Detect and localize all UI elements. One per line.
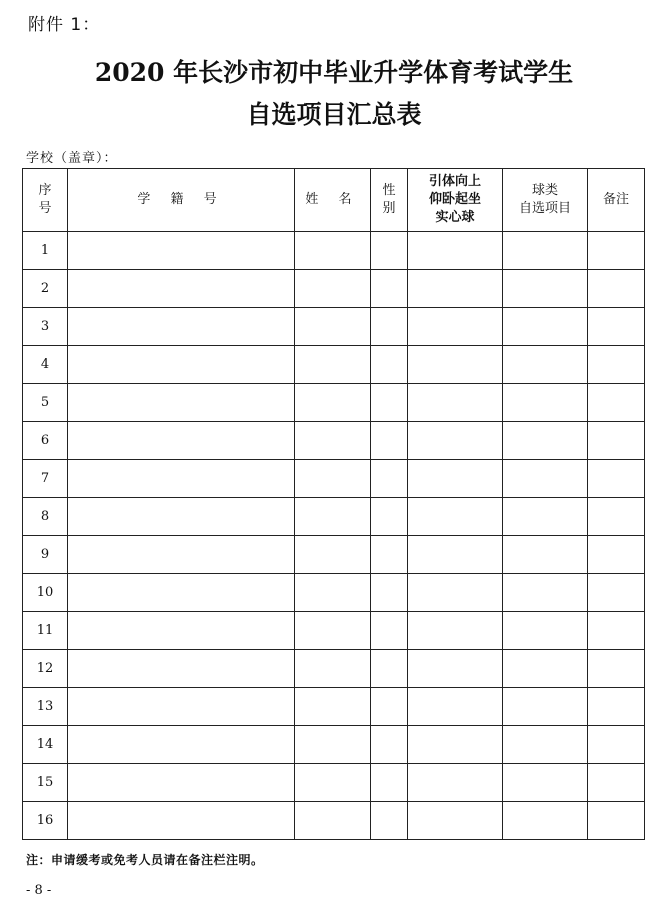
student-id-cell[interactable] bbox=[68, 802, 295, 840]
table-row bbox=[23, 460, 645, 498]
ball-cell[interactable] bbox=[503, 346, 588, 384]
remarks-cell[interactable] bbox=[588, 498, 645, 536]
remarks-cell[interactable] bbox=[588, 726, 645, 764]
student-id-cell[interactable] bbox=[68, 384, 295, 422]
table-row bbox=[23, 346, 645, 384]
header-gender-line: 性 bbox=[382, 183, 396, 198]
strength-cell[interactable] bbox=[408, 802, 503, 840]
table-row bbox=[23, 574, 645, 612]
remarks-cell[interactable] bbox=[588, 764, 645, 802]
ball-cell[interactable] bbox=[503, 460, 588, 498]
name-cell[interactable] bbox=[295, 384, 371, 422]
row-number: 2 bbox=[23, 270, 68, 308]
remarks-cell[interactable] bbox=[588, 688, 645, 726]
document-title-line-1: 2020 年长沙市初中毕业升学体育考试学生 bbox=[94, 58, 574, 87]
header-ball-line: 球类 bbox=[531, 183, 558, 198]
strength-cell[interactable] bbox=[408, 422, 503, 460]
student-id-cell[interactable] bbox=[68, 498, 295, 536]
table-row bbox=[23, 308, 645, 346]
row-number: 3 bbox=[23, 308, 68, 346]
row-number: 12 bbox=[23, 650, 68, 688]
table-row bbox=[23, 422, 645, 460]
table-row bbox=[23, 688, 645, 726]
header-ball-item bbox=[503, 169, 588, 232]
gender-cell[interactable] bbox=[371, 688, 408, 726]
student-id-cell[interactable] bbox=[68, 346, 295, 384]
header-strength-line: 引体向上 bbox=[428, 174, 481, 189]
ball-cell[interactable] bbox=[503, 802, 588, 840]
ball-cell[interactable] bbox=[503, 270, 588, 308]
table-row bbox=[23, 650, 645, 688]
gender-cell[interactable] bbox=[371, 232, 408, 270]
remarks-cell[interactable] bbox=[588, 612, 645, 650]
table-row bbox=[23, 764, 645, 802]
strength-cell[interactable] bbox=[408, 346, 503, 384]
row-number: 5 bbox=[23, 384, 68, 422]
remarks-cell[interactable] bbox=[588, 574, 645, 612]
strength-cell[interactable] bbox=[408, 308, 503, 346]
strength-cell[interactable] bbox=[408, 650, 503, 688]
student-id-cell[interactable] bbox=[68, 232, 295, 270]
ball-cell[interactable] bbox=[503, 422, 588, 460]
header-student-id bbox=[68, 169, 295, 232]
table-row bbox=[23, 536, 645, 574]
document-title-line-2: 自选项目汇总表 bbox=[246, 100, 422, 129]
row-number: 13 bbox=[23, 688, 68, 726]
gender-cell[interactable] bbox=[371, 612, 408, 650]
row-number: 9 bbox=[23, 536, 68, 574]
strength-cell[interactable] bbox=[408, 764, 503, 802]
strength-cell[interactable] bbox=[408, 384, 503, 422]
gender-cell[interactable] bbox=[371, 764, 408, 802]
gender-cell[interactable] bbox=[371, 422, 408, 460]
remarks-cell[interactable] bbox=[588, 422, 645, 460]
gender-cell[interactable] bbox=[371, 308, 408, 346]
student-id-cell[interactable] bbox=[68, 650, 295, 688]
student-id-cell[interactable] bbox=[68, 308, 295, 346]
gender-cell[interactable] bbox=[371, 726, 408, 764]
gender-cell[interactable] bbox=[371, 346, 408, 384]
header-name bbox=[295, 169, 371, 232]
header-student-id-label: 学 籍 号 bbox=[137, 192, 225, 207]
name-cell[interactable] bbox=[295, 460, 371, 498]
row-number: 10 bbox=[23, 574, 68, 612]
row-number: 14 bbox=[23, 726, 68, 764]
student-id-cell[interactable] bbox=[68, 536, 295, 574]
remarks-cell[interactable] bbox=[588, 650, 645, 688]
name-cell[interactable] bbox=[295, 574, 371, 612]
row-number: 11 bbox=[23, 612, 68, 650]
student-id-cell[interactable] bbox=[68, 764, 295, 802]
remarks-cell[interactable] bbox=[588, 802, 645, 840]
row-number: 16 bbox=[23, 802, 68, 840]
student-id-cell[interactable] bbox=[68, 460, 295, 498]
ball-cell[interactable] bbox=[503, 232, 588, 270]
name-cell[interactable] bbox=[295, 346, 371, 384]
gender-cell[interactable] bbox=[371, 650, 408, 688]
header-seq bbox=[23, 169, 68, 232]
name-cell[interactable] bbox=[295, 422, 371, 460]
name-cell[interactable] bbox=[295, 726, 371, 764]
student-id-cell[interactable] bbox=[68, 574, 295, 612]
strength-cell[interactable] bbox=[408, 574, 503, 612]
ball-cell[interactable] bbox=[503, 384, 588, 422]
table-row bbox=[23, 384, 645, 422]
name-cell[interactable] bbox=[295, 612, 371, 650]
row-number: 7 bbox=[23, 460, 68, 498]
student-id-cell[interactable] bbox=[68, 422, 295, 460]
remarks-cell[interactable] bbox=[588, 308, 645, 346]
name-cell[interactable] bbox=[295, 498, 371, 536]
ball-cell[interactable] bbox=[503, 308, 588, 346]
strength-cell[interactable] bbox=[408, 498, 503, 536]
student-id-cell[interactable] bbox=[68, 270, 295, 308]
header-name-label: 姓 名 bbox=[305, 192, 360, 207]
row-number: 6 bbox=[23, 422, 68, 460]
header-strength-item bbox=[408, 169, 503, 232]
footnote: 注：申请缓考或免考人员请在备注栏注明。 bbox=[26, 853, 264, 867]
name-cell[interactable] bbox=[295, 270, 371, 308]
ball-cell[interactable] bbox=[503, 650, 588, 688]
table-row bbox=[23, 726, 645, 764]
gender-cell[interactable] bbox=[371, 498, 408, 536]
page-number: - 8 - bbox=[26, 883, 52, 898]
attachment-label: 附件 1： bbox=[28, 15, 101, 35]
header-gender-line: 别 bbox=[382, 201, 396, 216]
ball-cell[interactable] bbox=[503, 764, 588, 802]
remarks-cell[interactable] bbox=[588, 384, 645, 422]
strength-cell[interactable] bbox=[408, 536, 503, 574]
strength-cell[interactable] bbox=[408, 688, 503, 726]
name-cell[interactable] bbox=[295, 536, 371, 574]
student-id-cell[interactable] bbox=[68, 688, 295, 726]
gender-cell[interactable] bbox=[371, 802, 408, 840]
strength-cell[interactable] bbox=[408, 232, 503, 270]
row-number: 4 bbox=[23, 346, 68, 384]
name-cell[interactable] bbox=[295, 688, 371, 726]
header-seq-line: 号 bbox=[38, 201, 52, 216]
table-row bbox=[23, 802, 645, 840]
row-number: 1 bbox=[23, 232, 68, 270]
ball-cell[interactable] bbox=[503, 688, 588, 726]
header-gender bbox=[371, 169, 408, 232]
remarks-cell[interactable] bbox=[588, 270, 645, 308]
strength-cell[interactable] bbox=[408, 270, 503, 308]
strength-cell[interactable] bbox=[408, 726, 503, 764]
header-row bbox=[23, 169, 645, 232]
remarks-cell[interactable] bbox=[588, 346, 645, 384]
gender-cell[interactable] bbox=[371, 574, 408, 612]
table-row bbox=[23, 612, 645, 650]
gender-cell[interactable] bbox=[371, 270, 408, 308]
gender-cell[interactable] bbox=[371, 536, 408, 574]
name-cell[interactable] bbox=[295, 764, 371, 802]
name-cell[interactable] bbox=[295, 232, 371, 270]
remarks-cell[interactable] bbox=[588, 232, 645, 270]
ball-cell[interactable] bbox=[503, 498, 588, 536]
header-seq-line: 序 bbox=[38, 183, 52, 198]
school-stamp-label: 学校（盖章）： bbox=[26, 151, 118, 166]
summary-table bbox=[22, 168, 645, 840]
table-row bbox=[23, 270, 645, 308]
ball-cell[interactable] bbox=[503, 536, 588, 574]
student-id-cell[interactable] bbox=[68, 726, 295, 764]
row-number: 15 bbox=[23, 764, 68, 802]
header-strength-line: 仰卧起坐 bbox=[428, 192, 481, 207]
gender-cell[interactable] bbox=[371, 384, 408, 422]
strength-cell[interactable] bbox=[408, 612, 503, 650]
row-number: 8 bbox=[23, 498, 68, 536]
header-remarks: 备注 bbox=[588, 169, 645, 232]
ball-cell[interactable] bbox=[503, 612, 588, 650]
student-id-cell[interactable] bbox=[68, 612, 295, 650]
name-cell[interactable] bbox=[295, 802, 371, 840]
remarks-cell[interactable] bbox=[588, 460, 645, 498]
gender-cell[interactable] bbox=[371, 460, 408, 498]
ball-cell[interactable] bbox=[503, 726, 588, 764]
strength-cell[interactable] bbox=[408, 460, 503, 498]
name-cell[interactable] bbox=[295, 308, 371, 346]
name-cell[interactable] bbox=[295, 650, 371, 688]
header-strength-line: 实心球 bbox=[435, 210, 475, 225]
ball-cell[interactable] bbox=[503, 574, 588, 612]
table-row bbox=[23, 498, 645, 536]
table-row bbox=[23, 232, 645, 270]
remarks-cell[interactable] bbox=[588, 536, 645, 574]
header-ball-line: 自选项目 bbox=[518, 201, 571, 216]
